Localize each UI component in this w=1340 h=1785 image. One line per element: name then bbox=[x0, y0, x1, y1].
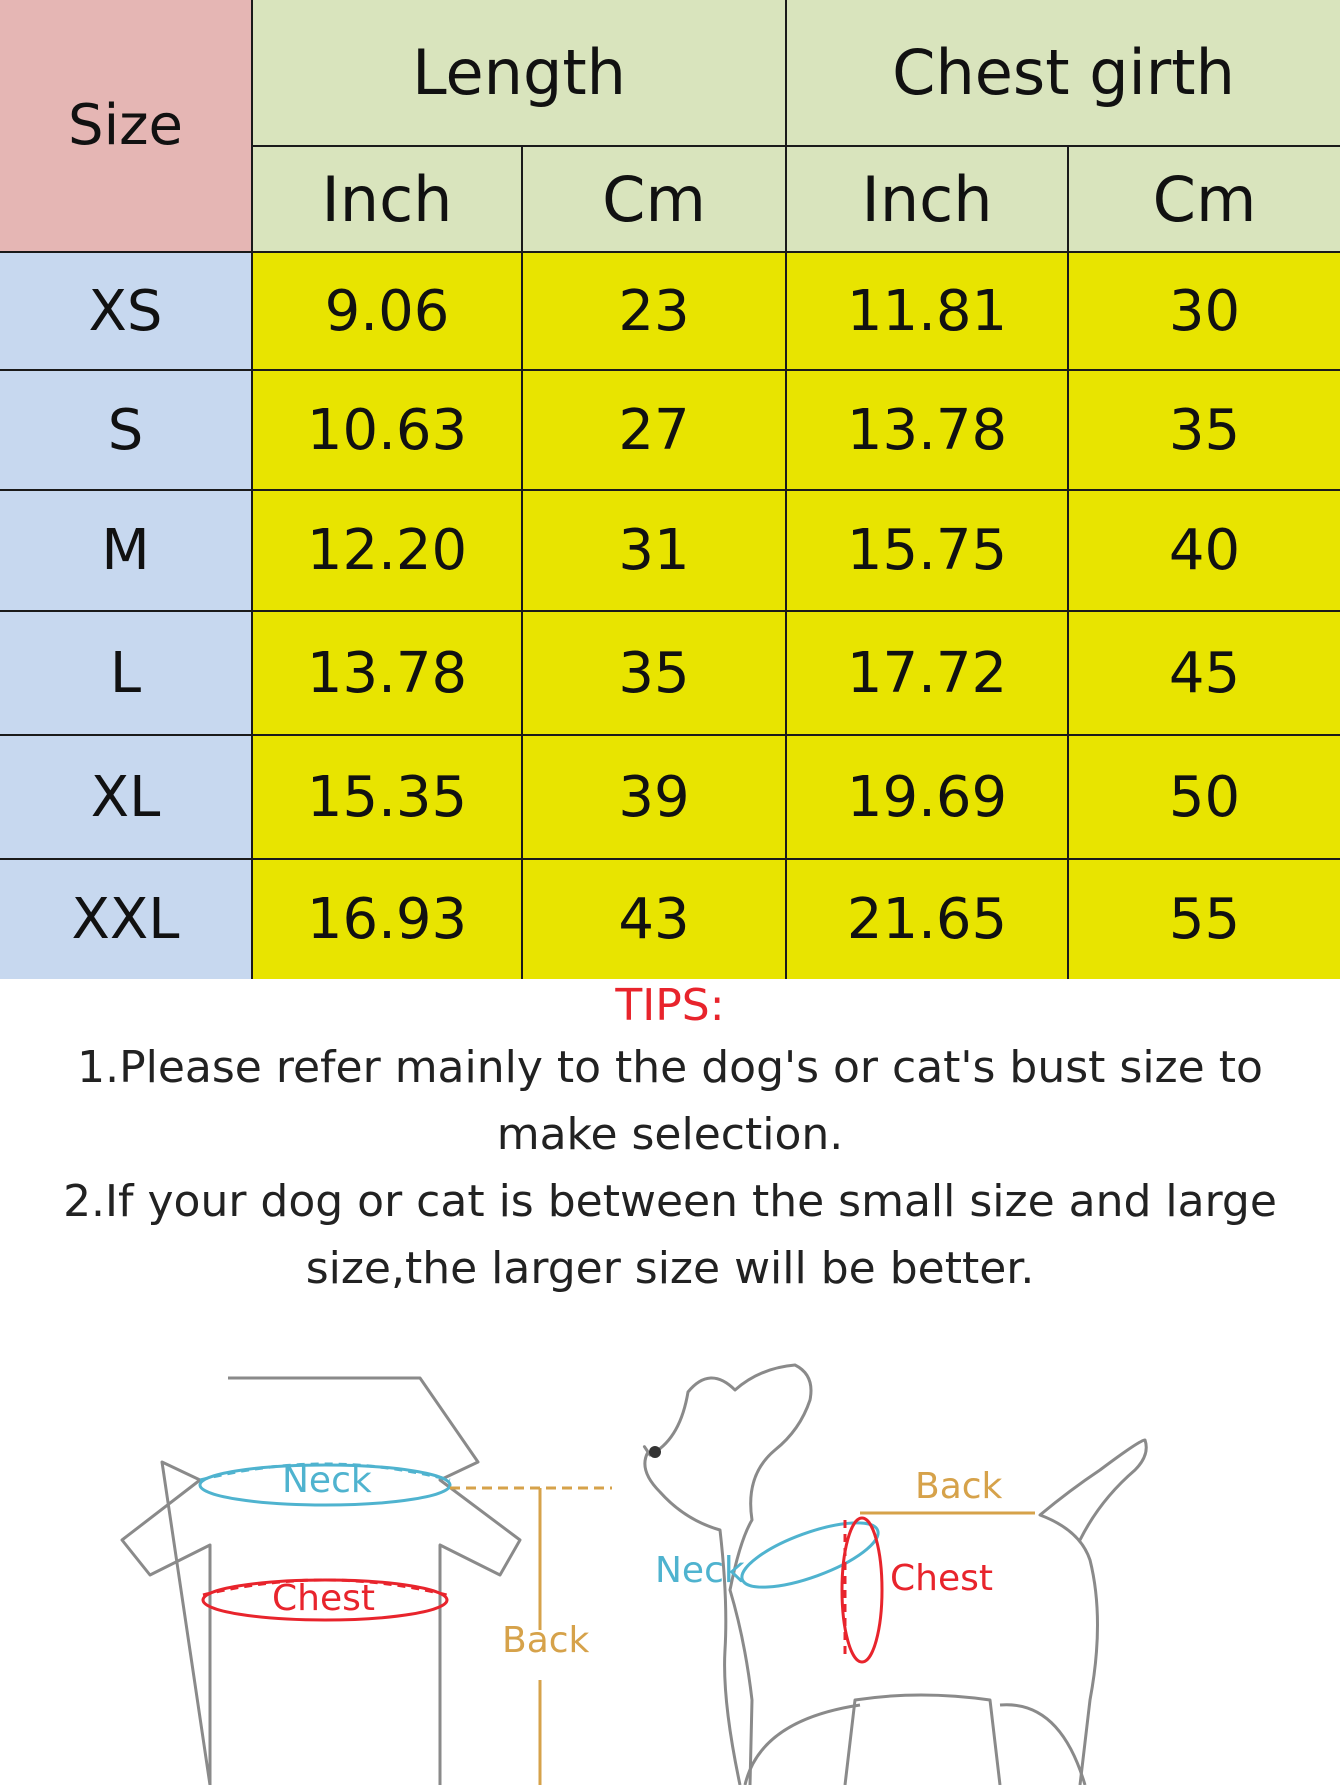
size-label: L bbox=[0, 611, 252, 735]
length-cm-cell: 35 bbox=[522, 611, 786, 735]
chest-inch-cell: 19.69 bbox=[786, 735, 1068, 859]
tips-title: TIPS: bbox=[615, 980, 725, 1031]
shirt-neck-label: Neck bbox=[282, 1460, 372, 1501]
length-inch-header: Inch bbox=[252, 146, 522, 252]
tips-section bbox=[0, 978, 1340, 1302]
dog-chest-label: Chest bbox=[890, 1558, 993, 1599]
length-inch-cell: 9.06 bbox=[252, 252, 522, 370]
size-label: M bbox=[0, 490, 252, 611]
length-inch-cell: 10.63 bbox=[252, 370, 522, 490]
length-cm-cell: 43 bbox=[522, 859, 786, 979]
table-row bbox=[0, 370, 1340, 490]
size-label: XXL bbox=[0, 859, 252, 979]
chest-cm-header: Cm bbox=[1068, 146, 1340, 252]
chest-cm-cell: 30 bbox=[1068, 252, 1340, 370]
dog-illustration bbox=[644, 1365, 1146, 1785]
chest-cm-cell: 35 bbox=[1068, 370, 1340, 490]
length-inch-cell: 13.78 bbox=[252, 611, 522, 735]
tip-1-line-1: 1.Please refer mainly to the dog's or cat's bust size to bbox=[77, 1042, 1263, 1093]
dog-chest-line bbox=[842, 1518, 882, 1662]
chest-inch-cell: 17.72 bbox=[786, 611, 1068, 735]
length-cm-cell: 39 bbox=[522, 735, 786, 859]
chest-cm-cell: 45 bbox=[1068, 611, 1340, 735]
dog-neck-label: Neck bbox=[655, 1550, 745, 1591]
length-inch-cell: 16.93 bbox=[252, 859, 522, 979]
tip-2-line-1: 2.If your dog or cat is between the small size and large bbox=[63, 1176, 1277, 1227]
chest-inch-cell: 21.65 bbox=[786, 859, 1068, 979]
chest-inch-cell: 11.81 bbox=[786, 252, 1068, 370]
chest-cm-cell: 55 bbox=[1068, 859, 1340, 979]
table-row bbox=[0, 859, 1340, 979]
shirt-back-label: Back bbox=[502, 1620, 590, 1661]
length-inch-cell: 12.20 bbox=[252, 490, 522, 611]
chest-inch-cell: 13.78 bbox=[786, 370, 1068, 490]
size-label: XL bbox=[0, 735, 252, 859]
size-label: S bbox=[0, 370, 252, 490]
tip-1-line-2: make selection. bbox=[496, 1109, 844, 1160]
dog-back-label: Back bbox=[915, 1466, 1003, 1507]
length-cm-cell: 27 bbox=[522, 370, 786, 490]
chest-inch-header: Inch bbox=[786, 146, 1068, 252]
size-label: XS bbox=[0, 252, 252, 370]
shirt-chest-label: Chest bbox=[272, 1578, 375, 1619]
chest-cm-cell: 50 bbox=[1068, 735, 1340, 859]
measurement-diagram bbox=[0, 1340, 1340, 1785]
table-row bbox=[0, 490, 1340, 611]
length-header: Length bbox=[252, 0, 786, 146]
length-inch-cell: 15.35 bbox=[252, 735, 522, 859]
shirt-illustration bbox=[122, 1378, 612, 1785]
size-header: Size bbox=[0, 0, 252, 252]
chest-cm-cell: 40 bbox=[1068, 490, 1340, 611]
length-cm-cell: 23 bbox=[522, 252, 786, 370]
tip-2-line-2: size,the larger size will be better. bbox=[305, 1243, 1035, 1294]
dog-neck-line bbox=[735, 1510, 885, 1601]
chest-inch-cell: 15.75 bbox=[786, 490, 1068, 611]
chest-girth-header: Chest girth bbox=[786, 0, 1340, 146]
length-cm-header: Cm bbox=[522, 146, 786, 252]
table-row bbox=[0, 735, 1340, 859]
table-row bbox=[0, 252, 1340, 370]
length-cm-cell: 31 bbox=[522, 490, 786, 611]
table-row bbox=[0, 611, 1340, 735]
